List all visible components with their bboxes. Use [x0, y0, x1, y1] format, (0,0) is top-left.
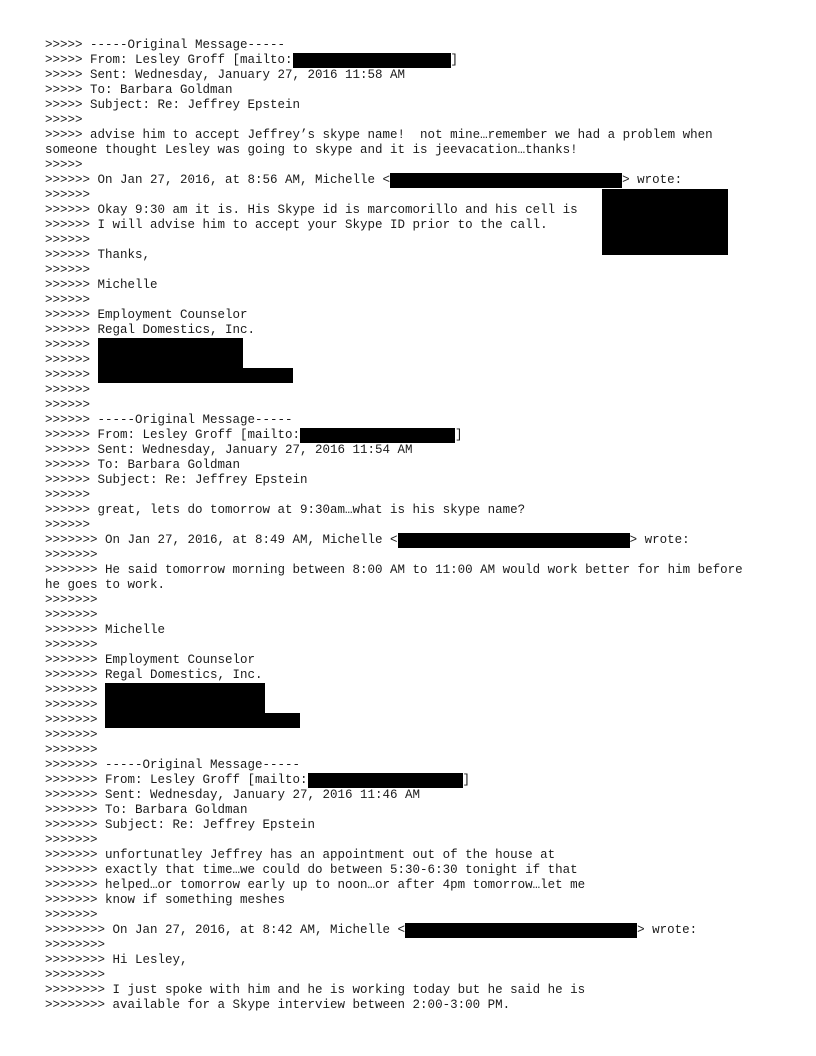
- text-line: [45, 683, 785, 698]
- text-segment: ]: [450, 53, 459, 67]
- text-segment: >>>>>>> Michelle: [45, 623, 166, 637]
- text-line: [45, 473, 785, 488]
- text-line: [45, 488, 785, 503]
- text-line: [45, 608, 785, 623]
- text-segment: >>>>>>: [45, 488, 91, 502]
- text-line: [45, 563, 785, 578]
- text-segment: >>>>>> From: Lesley Groff [mailto:: [45, 428, 301, 442]
- text-segment: >>>>>> I will advise him to accept your Skype ID prior to the call.: [45, 218, 548, 232]
- text-segment: >>>>> advise him to accept Jeffrey’s skype name! not mine…remember we had a problem when: [45, 128, 713, 142]
- redaction-bar: [98, 368, 293, 383]
- text-line: [45, 803, 785, 818]
- text-segment: >>>>>>> He said tomorrow morning between 8:00 AM to 11:00 AM would work better for him before: [45, 563, 743, 577]
- text-line: [45, 743, 785, 758]
- text-line: [45, 293, 785, 308]
- text-line: [45, 173, 785, 188]
- text-line: [45, 668, 785, 683]
- text-line: [45, 578, 785, 593]
- text-line: [45, 548, 785, 563]
- redaction-bar: [398, 533, 630, 548]
- text-line: [45, 38, 785, 53]
- text-segment: >>>>>>: [45, 188, 91, 202]
- text-segment: > wrote:: [622, 173, 683, 187]
- text-line: [45, 398, 785, 413]
- text-segment: > wrote:: [637, 923, 698, 937]
- text-line: [45, 818, 785, 833]
- text-segment: >>>>>> Subject: Re: Jeffrey Epstein: [45, 473, 308, 487]
- text-line: [45, 68, 785, 83]
- text-line: [45, 623, 785, 638]
- text-line: [45, 128, 785, 143]
- text-segment: >>>>>>>: [45, 683, 106, 697]
- redaction-bar: [293, 53, 451, 68]
- text-segment: >>>>>>> Employment Counselor: [45, 653, 256, 667]
- text-segment: someone thought Lesley was going to skype and it is jeevacation…thanks!: [45, 143, 578, 157]
- text-segment: >>>>>>> Regal Domestics, Inc.: [45, 668, 263, 682]
- text-line: [45, 698, 785, 713]
- text-line: [45, 593, 785, 608]
- text-line: [45, 383, 785, 398]
- text-segment: >>>>>>: [45, 383, 91, 397]
- redaction-bar: [390, 173, 622, 188]
- text-line: [45, 788, 785, 803]
- text-line: [45, 998, 785, 1013]
- text-segment: >>>>>>: [45, 293, 91, 307]
- text-segment: >>>>>>> -----Original Message-----: [45, 758, 301, 772]
- text-segment: >>>>>>> exactly that time…we could do between 5:30-6:30 tonight if that: [45, 863, 578, 877]
- text-line: [45, 353, 785, 368]
- text-line: [45, 638, 785, 653]
- text-segment: >>>>>>>: [45, 608, 98, 622]
- text-segment: he goes to work.: [45, 578, 166, 592]
- redaction-bar: [405, 923, 637, 938]
- text-segment: >>>>>>>> Hi Lesley,: [45, 953, 188, 967]
- text-segment: >>>>>> great, lets do tomorrow at 9:30am…what is his skype name?: [45, 503, 526, 517]
- text-segment: >>>>>>> know if something meshes: [45, 893, 286, 907]
- text-line: [45, 368, 785, 383]
- text-segment: >>>>>>>: [45, 743, 98, 757]
- text-line: [45, 713, 785, 728]
- redaction-bar: [308, 773, 463, 788]
- text-segment: >>>>>: [45, 113, 83, 127]
- text-line: [45, 968, 785, 983]
- text-segment: >>>>>> Thanks,: [45, 248, 151, 262]
- text-segment: >>>>>> -----Original Message-----: [45, 413, 293, 427]
- text-segment: >>>>> -----Original Message-----: [45, 38, 286, 52]
- text-segment: >>>>>> Regal Domestics, Inc.: [45, 323, 256, 337]
- redaction-bar: [300, 428, 455, 443]
- redaction-block-cell-number: [602, 189, 728, 255]
- text-line: [45, 983, 785, 998]
- text-segment: >>>>> To: Barbara Goldman: [45, 83, 233, 97]
- text-line: [45, 53, 785, 68]
- text-segment: >>>>>>: [45, 233, 91, 247]
- redaction-bar: [105, 683, 265, 698]
- text-line: [45, 953, 785, 968]
- text-line: [45, 308, 785, 323]
- text-line: [45, 893, 785, 908]
- text-line: [45, 143, 785, 158]
- text-segment: >>>>>>>: [45, 593, 98, 607]
- text-segment: >>>>>>> unfortunatley Jeffrey has an appointment out of the house at: [45, 848, 556, 862]
- text-segment: >>>>> Sent: Wednesday, January 27, 2016 11:58 AM: [45, 68, 406, 82]
- text-segment: >>>>>>>>: [45, 968, 106, 982]
- text-segment: >>>>>> To: Barbara Goldman: [45, 458, 241, 472]
- text-line: [45, 113, 785, 128]
- text-segment: > wrote:: [629, 533, 690, 547]
- text-segment: >>>>>> On Jan 27, 2016, at 8:56 AM, Michelle <: [45, 173, 391, 187]
- text-line: [45, 923, 785, 938]
- text-segment: >>>>>> Okay 9:30 am it is. His Skype id is marcomorillo and his cell is: [45, 203, 578, 217]
- text-segment: >>>>>>> Sent: Wednesday, January 27, 2016 11:46 AM: [45, 788, 421, 802]
- text-line: [45, 863, 785, 878]
- text-segment: >>>>>> Michelle: [45, 278, 158, 292]
- text-segment: ]: [462, 773, 471, 787]
- text-segment: >>>>>>: [45, 518, 91, 532]
- text-line: [45, 518, 785, 533]
- text-segment: >>>>>>> Subject: Re: Jeffrey Epstein: [45, 818, 316, 832]
- redaction-bar: [98, 353, 243, 368]
- text-line: [45, 323, 785, 338]
- text-line: [45, 773, 785, 788]
- text-line: [45, 338, 785, 353]
- text-segment: >>>>>>> To: Barbara Goldman: [45, 803, 248, 817]
- text-segment: >>>>>> Sent: Wednesday, January 27, 2016 11:54 AM: [45, 443, 413, 457]
- text-line: [45, 458, 785, 473]
- text-line: [45, 533, 785, 548]
- text-line: [45, 443, 785, 458]
- text-line: [45, 98, 785, 113]
- text-segment: ]: [455, 428, 463, 442]
- text-segment: >>>>>>>: [45, 713, 106, 727]
- text-segment: >>>>>>>: [45, 698, 106, 712]
- text-segment: >>>>>>> On Jan 27, 2016, at 8:49 AM, Michelle <: [45, 533, 398, 547]
- text-line: [45, 278, 785, 293]
- text-line: [45, 158, 785, 173]
- text-line: [45, 848, 785, 863]
- text-segment: >>>>>>>> available for a Skype interview between 2:00-3:00 PM.: [45, 998, 511, 1012]
- text-segment: >>>>>>: [45, 263, 91, 277]
- text-segment: >>>>>>> helped…or tomorrow early up to noon…or after 4pm tomorrow…let me: [45, 878, 586, 892]
- text-segment: >>>>>>: [45, 353, 98, 367]
- text-segment: >>>>> From: Lesley Groff [mailto:: [45, 53, 293, 67]
- text-segment: >>>>>>>: [45, 638, 98, 652]
- text-line: [45, 878, 785, 893]
- text-segment: >>>>>: [45, 158, 83, 172]
- text-line: [45, 413, 785, 428]
- text-segment: >>>>>>: [45, 398, 91, 412]
- text-segment: >>>>>>>: [45, 833, 98, 847]
- text-segment: >>>>>>> From: Lesley Groff [mailto:: [45, 773, 308, 787]
- text-line: [45, 503, 785, 518]
- text-line: [45, 938, 785, 953]
- text-segment: >>>>>>>> On Jan 27, 2016, at 8:42 AM, Michelle <: [45, 923, 406, 937]
- text-line: [45, 83, 785, 98]
- text-segment: >>>>>>>> I just spoke with him and he is working today but he said he is: [45, 983, 586, 997]
- redaction-bar: [105, 713, 300, 728]
- text-line: [45, 428, 785, 443]
- redaction-bar: [105, 698, 265, 713]
- text-segment: >>>>>>>: [45, 728, 98, 742]
- text-line: [45, 653, 785, 668]
- redaction-bar: [98, 338, 243, 353]
- text-segment: >>>>>>>: [45, 908, 98, 922]
- text-segment: >>>>> Subject: Re: Jeffrey Epstein: [45, 98, 301, 112]
- email-thread-text: [45, 38, 785, 1013]
- text-line: [45, 758, 785, 773]
- text-line: [45, 833, 785, 848]
- text-segment: >>>>>>: [45, 368, 98, 382]
- text-segment: >>>>>>>>: [45, 938, 106, 952]
- text-line: [45, 263, 785, 278]
- text-line: [45, 728, 785, 743]
- text-segment: >>>>>>: [45, 338, 98, 352]
- text-segment: >>>>>>>: [45, 548, 98, 562]
- text-segment: >>>>>> Employment Counselor: [45, 308, 248, 322]
- text-line: [45, 908, 785, 923]
